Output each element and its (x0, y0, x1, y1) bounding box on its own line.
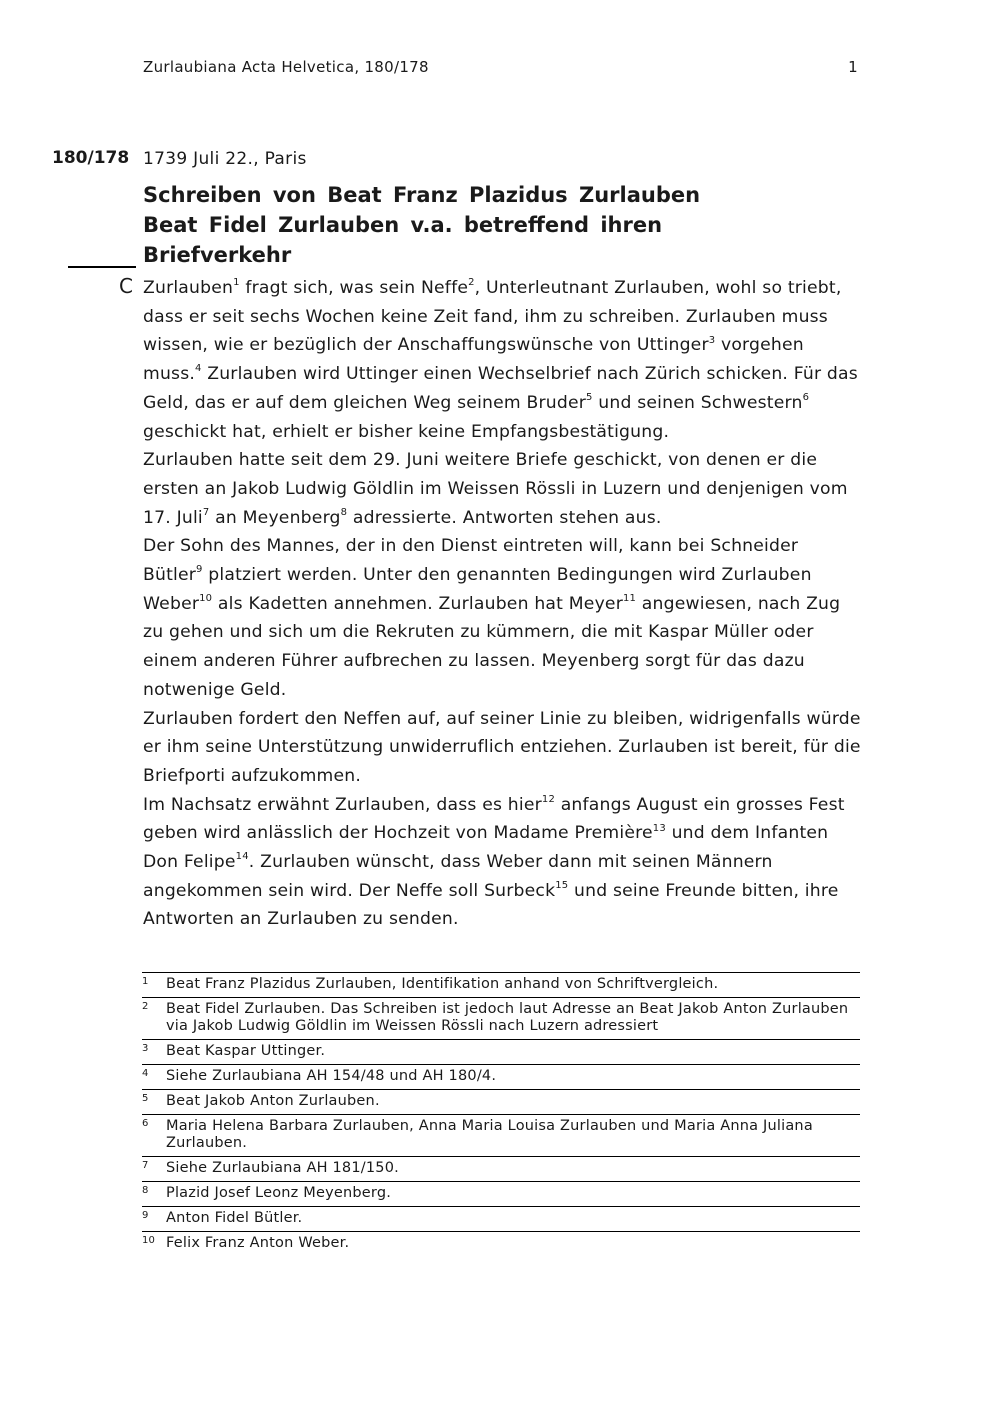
footnote-item (142, 972, 860, 997)
body-text-segment: . Zurlauben wünscht, dass Weber dann mit seinen Männern angekommen sein wird. Der Neffe soll Surbeck (143, 852, 773, 901)
footnote-text: Beat Franz Plazidus Zurlauben, Identifikation anhand von Schriftvergleich. (166, 976, 719, 992)
footnote-number: 9 (142, 1210, 149, 1221)
footnote-item (142, 1114, 860, 1156)
body-text-segment: anfangs August ein grosses Fest geben wird anlässlich der Hochzeit von Madame Première (143, 794, 845, 844)
footnote-number: 6 (142, 1118, 149, 1129)
footnote-text: Beat Kaspar Uttinger. (166, 1043, 326, 1059)
footnote-reference[interactable]: 12 (541, 793, 556, 805)
footnote-reference[interactable]: 3 (708, 334, 716, 346)
footnote-item (142, 1231, 860, 1256)
body-paragraph (143, 791, 863, 935)
margin-marker-line (68, 266, 136, 268)
footnote-item (142, 1089, 860, 1114)
footnote-reference[interactable]: 10 (199, 593, 213, 604)
body-text-segment: , Unterleutnant Zurlauben, wohl so triebt, dass er seit sechs Wochen keine Zeit fand, ihm zu schreiben. Zurlauben muss wissen, wie er bezüglich der Anschaffungswünsche von Uttinger (143, 278, 842, 356)
body-text-segment: an Meyenberg (209, 507, 341, 528)
footnote-reference[interactable]: 8 (340, 506, 348, 518)
body-text-segment: Zurlauben wird Uttinger einen Wechselbrief nach Zürich schicken. Für das Geld, das er auf dem gleichen Weg seinem Bruder (143, 364, 858, 413)
footnote-number: 8 (142, 1185, 149, 1196)
footnote-reference[interactable]: 11 (622, 593, 637, 604)
footnote-text: Siehe Zurlaubiana AH 181/150. (166, 1160, 399, 1176)
footnote-text: Beat Jakob Anton Zurlauben. (166, 1093, 380, 1109)
document-date-place: 1739 Juli 22., Paris (143, 149, 307, 169)
running-title: Zurlaubiana Acta Helvetica, 180/178 (143, 58, 429, 76)
body-text-segment: Zurlauben hatte seit dem 29. Juni weitere Briefe geschickt, von denen er die ersten an Jakob Ludwig Göldlin im Weissen Rössli in Luzern und denjenigen vom 17. Juli (143, 450, 848, 528)
running-header (143, 58, 858, 76)
body-text-segment: und seine Freunde bitten, ihre Antworten an Zurlauben zu senden. (143, 880, 839, 930)
footnote-number: 4 (142, 1068, 149, 1079)
body-text-segment: Zurlauben fordert den Neffen auf, auf seiner Linie zu bleiben, widrigenfalls würde er ihm seine Unterstützung unwiderruflich entziehen. Zurlauben ist bereit, für die Briefporti aufzukommen. (143, 708, 861, 786)
footnote-number: 5 (142, 1093, 149, 1104)
page-number: 1 (848, 58, 858, 76)
footnote-reference[interactable]: 6 (802, 392, 810, 404)
footnote-number: 1 (142, 976, 149, 987)
footnote-item (142, 1156, 860, 1181)
footnote-item (142, 997, 860, 1039)
body-text-segment: geschickt hat, erhielt er bisher keine Empfangsbestätigung. (143, 421, 670, 442)
document-number: 180/178 (52, 148, 130, 168)
footnote-reference[interactable]: 14 (235, 851, 249, 863)
body-paragraph (143, 446, 863, 532)
body-text-segment: als Kadetten annehmen. Zurlauben hat Meyer (212, 593, 623, 614)
margin-marker-letter: C (119, 274, 133, 298)
footnote-text: Siehe Zurlaubiana AH 154/48 und AH 180/4. (166, 1068, 497, 1084)
body-text-segment: Zurlauben (143, 278, 234, 298)
body-text-segment: adressierte. Antworten stehen aus. (347, 507, 662, 528)
footnote-item (142, 1064, 860, 1089)
footnote-reference[interactable]: 9 (196, 564, 203, 576)
footnote-reference[interactable]: 13 (652, 822, 666, 834)
footnote-number: 3 (142, 1043, 149, 1054)
body-text-segment: Der Sohn des Mannes, der in den Dienst eintreten will, kann bei Schneider Bütler (143, 536, 799, 586)
footnote-reference[interactable]: 5 (586, 392, 593, 404)
body-text-segment: und seinen Schwestern (592, 392, 803, 413)
body-paragraph (143, 705, 863, 791)
footnote-reference[interactable]: 1 (233, 277, 240, 289)
footnote-reference[interactable]: 7 (202, 506, 210, 518)
footnote-item (142, 1181, 860, 1206)
footnote-text: Maria Helena Barbara Zurlauben, Anna Maria Louisa Zurlauben und Maria Anna Juliana Zurlauben. (166, 1118, 813, 1151)
body-text-segment: und dem Infanten Don Felipe (143, 823, 829, 873)
footnote-number: 10 (142, 1235, 156, 1246)
footnote-text: Felix Franz Anton Weber. (166, 1235, 350, 1251)
body-text-segment: platziert werden. Unter den genannten Bedingungen wird Zurlauben Weber (143, 565, 812, 614)
body-text-segment: angewiesen, nach Zug zu gehen und sich um die Rekruten zu kümmern, die mit Kaspar Müller oder einem anderen Führer aufbrechen zu lassen. Meyenberg sorgt für das dazu notwenige Geld. (143, 593, 841, 700)
footnote-reference[interactable]: 15 (555, 880, 569, 892)
footnote-text: Anton Fidel Bütler. (166, 1210, 303, 1226)
footnote-reference[interactable]: 4 (195, 363, 202, 375)
body-paragraph (143, 532, 863, 704)
footnotes-section (142, 972, 860, 1256)
document-title: Schreiben von Beat Franz Plazidus Zurlauben Beat Fidel Zurlauben v.a. betreffend ihren Briefverkehr (143, 183, 701, 267)
body-paragraph (143, 274, 863, 446)
footnote-text: Plazid Josef Leonz Meyenberg. (166, 1185, 392, 1201)
body-text-segment: vorgehen muss. (143, 335, 804, 385)
footnote-number: 2 (142, 1001, 149, 1012)
footnote-text: Beat Fidel Zurlauben. Das Schreiben ist jedoch laut Adresse an Beat Jakob Anton Zurlauben via Jakob Ludwig Göldlin im Weissen Rössli nach Luzern adressiert (166, 1001, 849, 1034)
footnote-number: 7 (142, 1160, 149, 1171)
abstract-body (143, 274, 863, 934)
footnote-item (142, 1039, 860, 1064)
body-text-segment: Im Nachsatz erwähnt Zurlauben, dass es hier (143, 794, 542, 815)
footnote-reference[interactable]: 2 (468, 277, 475, 289)
body-text-segment: fragt sich, was sein Neffe (239, 278, 469, 298)
footnote-item (142, 1206, 860, 1231)
